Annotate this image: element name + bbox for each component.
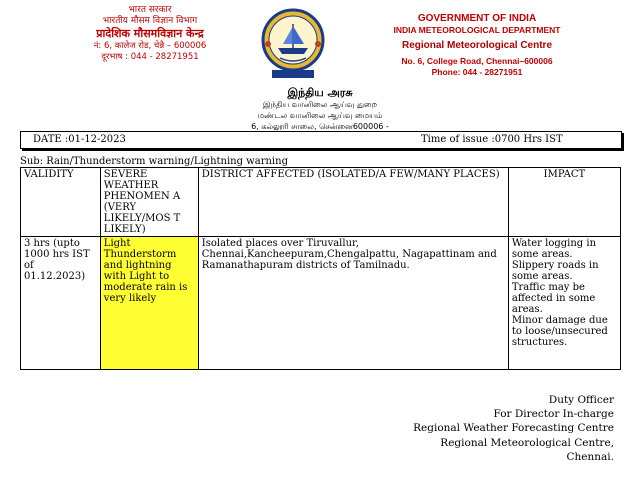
- signature-rwfc: Regional Weather Forecasting Centre: [413, 422, 614, 435]
- hindi-centre: प्रादेशिक मौसमविज्ञान केन्द्र: [96, 27, 204, 40]
- impact-item: Water logging in some areas.: [511, 238, 597, 260]
- english-centre: Regional Meteorological Centre: [401, 40, 553, 51]
- ship-emblem-icon: [258, 4, 328, 82]
- header-district: DISTRICT AFFECTED (ISOLATED/A FEW/MANY PLACES): [198, 168, 508, 237]
- cell-validity: 3 hrs (upto 1000 hrs IST of 01.12.2023): [21, 237, 101, 370]
- header-validity: VALIDITY: [21, 168, 101, 237]
- header-tamil: [190, 86, 450, 132]
- hindi-govt: भारत सरकार: [128, 5, 172, 15]
- signature-duty-officer: Duty Officer: [548, 394, 614, 406]
- signature-rmc: Regional Meteorological Centre,: [440, 436, 614, 449]
- signature-city: Chennai.: [566, 450, 614, 463]
- impact-item: Traffic may be affected in some areas.: [511, 282, 596, 315]
- header-english: [352, 12, 602, 78]
- issue-time: Time of issue :0700 Hrs IST: [421, 134, 563, 145]
- signature-block: [413, 393, 614, 464]
- table-row: [21, 237, 621, 370]
- english-address: No. 6, College Road, Chennai–600006: [401, 56, 553, 66]
- date-bar: [20, 131, 622, 149]
- cell-impact: [508, 237, 620, 370]
- english-dept: INDIA METEOROLOGICAL DEPARTMENT: [393, 25, 561, 35]
- subject-line: Sub: Rain/Thunderstorm warning/Lightning warning: [20, 156, 288, 167]
- english-govt: GOVERNMENT OF INDIA: [417, 13, 537, 24]
- warning-table: [20, 167, 621, 370]
- hindi-address: नं: 6, कालेज रोड, चेन्नै – 600006: [93, 41, 207, 51]
- english-phone: Phone: 044 - 28271951: [431, 67, 523, 77]
- impact-item: Minor damage due to loose/unsecured structures.: [511, 315, 608, 348]
- tamil-address: 6, கல்லூரி சாலை, சென்னை600006 -: [251, 122, 389, 131]
- signature-director: For Director In-charge: [493, 408, 614, 421]
- impact-item: Slippery roads in some areas.: [511, 260, 599, 282]
- tamil-dept: இந்திய வானிலை ஆய்வு துறை: [262, 100, 378, 109]
- table-header-row: [21, 168, 621, 237]
- cell-district: Isolated places over Tiruvallur, Chennai,Kancheepuram,Chengalpattu, Nagapattinam and Ramanathapuram districts of Tamilnadu.: [198, 237, 508, 370]
- issue-date: DATE :01-12-2023: [33, 134, 126, 145]
- header-impact: IMPACT: [508, 168, 620, 237]
- tamil-govt: இந்திய அரசு: [287, 86, 353, 99]
- hindi-phone: दूरभाष : 044 - 28271951: [101, 52, 199, 62]
- hindi-dept: भारतीय मौसम विज्ञान विभाग: [102, 16, 198, 26]
- tamil-centre: மண்டல வானிலை ஆய்வு மையம்: [257, 111, 383, 120]
- cell-phenomena: Light Thunderstorm and lightning with Light to moderate rain is very likely: [100, 237, 198, 370]
- header-hindi: [70, 5, 230, 63]
- header-phenomena: SEVERE WEATHER PHENOMEN A (VERY LIKELY/MOS T LIKELY): [100, 168, 198, 237]
